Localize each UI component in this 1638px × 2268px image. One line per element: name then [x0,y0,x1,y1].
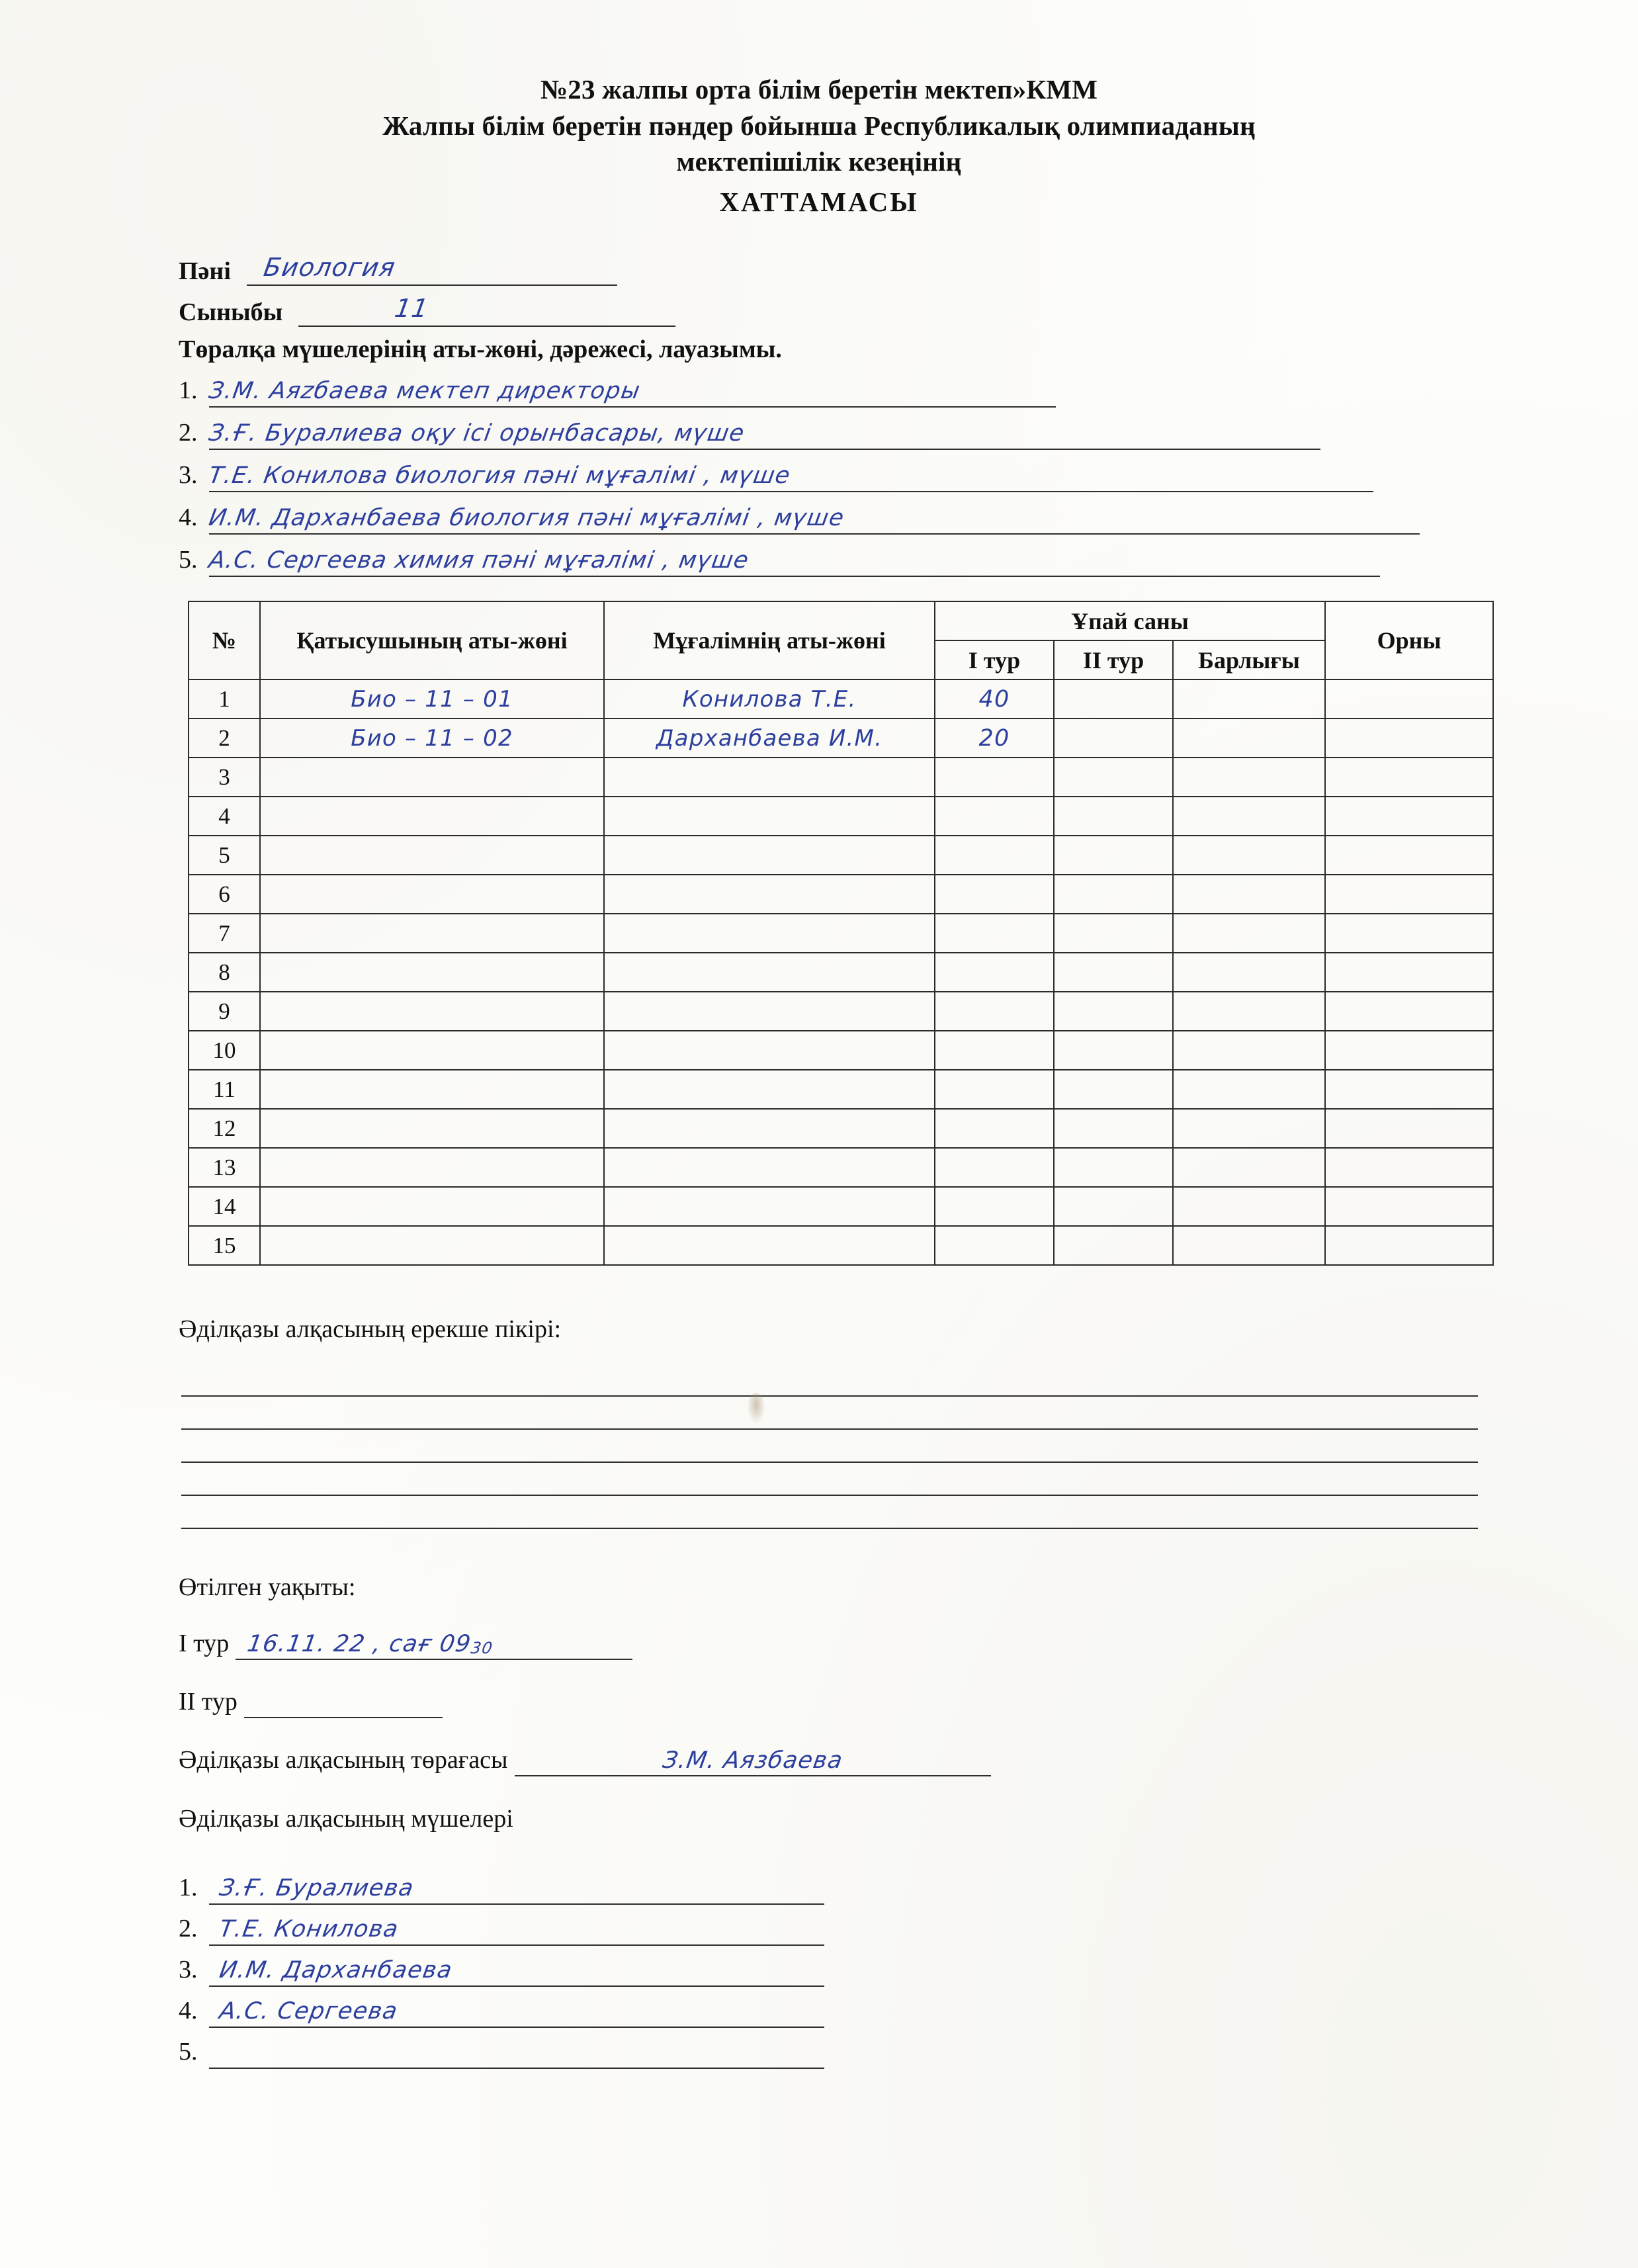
cell-tour1[interactable] [935,758,1054,797]
tour2-time-row [179,1680,1495,1718]
cell-tour1[interactable] [935,679,1054,719]
header-participant: Қатысушының аты-жөні [260,601,604,679]
member-signature-input[interactable] [209,1870,824,1905]
cell-tour2[interactable] [1054,758,1173,797]
cell-no: 7 [189,914,260,953]
cell-participant[interactable] [260,758,604,797]
cell-tour2[interactable] [1054,836,1173,875]
table-row [189,797,1493,836]
cell-total[interactable] [1173,1031,1325,1070]
cell-tour2[interactable] [1054,719,1173,758]
cell-tour2[interactable] [1054,953,1173,992]
cell-no: 3 [189,758,260,797]
opinion-line[interactable] [181,1430,1478,1463]
cell-teacher[interactable] [604,914,935,953]
header-place: Орны [1325,601,1493,679]
cell-tour1[interactable] [935,797,1054,836]
cell-tour1[interactable] [935,1187,1054,1226]
cell-total[interactable] [1173,875,1325,914]
cell-place[interactable] [1325,875,1493,914]
cell-total[interactable] [1173,1187,1325,1226]
cell-total[interactable] [1173,1226,1325,1265]
cell-tour2[interactable] [1054,797,1173,836]
opinion-line[interactable] [181,1463,1478,1496]
cell-tour1[interactable] [935,914,1054,953]
table-row [189,953,1493,992]
chair-label: Әділқазы алқасының төрағасы [179,1746,508,1774]
header-tour1: I тур [935,640,1054,679]
cell-teacher-value: Конилова Т.Е. [682,685,857,713]
cell-no: 15 [189,1226,260,1265]
cell-place[interactable] [1325,719,1493,758]
cell-no: 5 [189,836,260,875]
member-number: 3. [179,1956,198,1984]
cell-place[interactable] [1325,953,1493,992]
member-signature-input[interactable] [209,1993,824,2028]
member-item [179,1946,1495,1987]
cell-teacher[interactable] [604,836,935,875]
cell-participant[interactable] [260,1226,604,1265]
tour1-time-row [179,1622,1495,1660]
cell-tour2[interactable] [1054,1031,1173,1070]
opinion-lines [179,1364,1495,1529]
header-points: Ұпай саны [935,601,1325,640]
cell-place[interactable] [1325,679,1493,719]
chair-signature-row [179,1738,1495,1776]
cell-no: 9 [189,992,260,1031]
header-no: № [189,601,260,679]
jury-item-number: 4. [179,503,198,531]
jury-item-number: 1. [179,376,198,404]
tour1-time-minutes: 30 [469,1639,495,1657]
cell-teacher[interactable] [604,1226,935,1265]
class-input[interactable] [298,296,675,327]
cell-participant[interactable] [260,1070,604,1109]
jury-item-input[interactable] [206,414,1320,450]
cell-no: 10 [189,1031,260,1070]
cell-total[interactable] [1173,914,1325,953]
class-value: 11 [392,294,431,323]
cell-place[interactable] [1325,1148,1493,1187]
cell-tour1[interactable] [935,992,1054,1031]
member-signature-value: Т.Е. Конилова [217,1916,401,1942]
jury-item [179,450,1495,492]
cell-place[interactable] [1325,1187,1493,1226]
document-body [179,245,1495,2069]
cell-participant[interactable] [260,836,604,875]
table-row [189,875,1493,914]
cell-teacher[interactable] [604,719,935,758]
cell-place[interactable] [1325,992,1493,1031]
cell-no: 6 [189,875,260,914]
table-row [189,1109,1493,1148]
table-row [189,1070,1493,1109]
class-label: Сыныбы [179,298,283,326]
cell-tour1[interactable] [935,836,1054,875]
cell-participant[interactable] [260,719,604,758]
jury-item-number: 2. [179,419,198,447]
cell-teacher[interactable] [604,1031,935,1070]
cell-total[interactable] [1173,953,1325,992]
cell-no: 14 [189,1187,260,1226]
jury-item-value: З.М. Аяzбаева мектеп директоры [206,378,642,404]
header-line-2: Жалпы білім беретін пәндер бойынша Республикалық олимпиаданың [382,110,1256,141]
chair-signature-input[interactable] [515,1743,991,1776]
cell-no: 1 [189,679,260,719]
cell-participant[interactable] [260,1031,604,1070]
jury-item [179,492,1495,535]
cell-no: 8 [189,953,260,992]
cell-place[interactable] [1325,1070,1493,1109]
opinion-section [179,1315,1495,1529]
header-teacher: Мұғалімнің аты-жөні [604,601,935,679]
cell-teacher[interactable] [604,953,935,992]
table-row [189,1148,1493,1187]
opinion-label: Әділқазы алқасының ерекше пікірі: [179,1315,562,1343]
header-total: Барлығы [1173,640,1325,679]
member-item [179,1987,1495,2028]
tour1-label: I тур [179,1630,230,1657]
subject-input[interactable] [247,255,617,286]
member-number: 1. [179,1874,198,1901]
opinion-line[interactable] [181,1364,1478,1397]
cell-total[interactable] [1173,836,1325,875]
cell-place[interactable] [1325,1226,1493,1265]
cell-participant[interactable] [260,1187,604,1226]
cell-tour1[interactable] [935,953,1054,992]
jury-item-number: 5. [179,546,198,574]
cell-total[interactable] [1173,679,1325,719]
jury-item [179,365,1495,408]
member-signature-value: И.М. Дарханбаева [217,1957,454,1984]
member-item [179,1905,1495,1946]
header-line-3: мектепішілік кезеңінің [676,146,962,177]
cell-place[interactable] [1325,914,1493,953]
member-signature-value: З.Ғ. Буралиева [217,1875,416,1901]
header-tour2: II тур [1054,640,1173,679]
cell-teacher[interactable] [604,758,935,797]
member-number: 2. [179,1915,198,1942]
cell-teacher[interactable] [604,1187,935,1226]
time-section [179,1573,1495,2069]
cell-participant-value: Био – 11 – 02 [351,724,513,752]
cell-tour2[interactable] [1054,1109,1173,1148]
cell-participant[interactable] [260,1148,604,1187]
cell-total[interactable] [1173,1070,1325,1109]
cell-tour1-value: 40 [978,685,1010,713]
jury-section-title: Төралқа мүшелерінің аты-жөні, дәрежесі, лауазымы. [179,335,782,363]
cell-participant[interactable] [260,1109,604,1148]
cell-tour2[interactable] [1054,1148,1173,1187]
cell-teacher[interactable] [604,679,935,719]
cell-teacher[interactable] [604,992,935,1031]
chair-signature-value: З.М. Аязбаева [660,1747,845,1774]
table-row [189,914,1493,953]
document-header [0,0,1638,220]
cell-tour2[interactable] [1054,1187,1173,1226]
cell-place[interactable] [1325,1031,1493,1070]
opinion-line[interactable] [181,1496,1478,1529]
cell-tour2[interactable] [1054,679,1173,719]
table-body [189,679,1493,1265]
cell-no: 11 [189,1070,260,1109]
cell-no: 4 [189,797,260,836]
results-table [188,601,1494,1266]
cell-tour2[interactable] [1054,992,1173,1031]
subject-label: Пәні [179,257,231,285]
member-item [179,2028,1495,2069]
cell-no: 12 [189,1109,260,1148]
table-row [189,679,1493,719]
jury-item-value: А.С. Сергеева химия пәні мұғалімі , мүше [206,547,752,574]
cell-tour2[interactable] [1054,914,1173,953]
cell-participant[interactable] [260,953,604,992]
jury-item-value: З.Ғ. Буралиева оқу ісі орынбасары, мүше [206,420,747,447]
cell-total[interactable] [1173,719,1325,758]
cell-participant[interactable] [260,797,604,836]
jury-list [179,365,1495,577]
subject-value: Биология [261,253,398,282]
cell-teacher[interactable] [604,1109,935,1148]
cell-tour1[interactable] [935,1148,1054,1187]
cell-no: 2 [189,719,260,758]
jury-item-value: И.М. Дарханбаева биология пәні мұғалімі , мүше [206,505,847,531]
header-line-1: №23 жалпы орта білім беретін мектеп»КММ [540,74,1098,105]
cell-teacher-value: Дарханбаева И.М. [656,724,883,752]
member-signature-input[interactable] [209,1911,824,1946]
jury-item-number: 3. [179,461,198,489]
cell-tour1-value: 20 [978,724,1010,752]
cell-total[interactable] [1173,992,1325,1031]
table-row [189,1226,1493,1265]
member-item [179,1864,1495,1905]
cell-place[interactable] [1325,797,1493,836]
cell-tour2[interactable] [1054,1226,1173,1265]
cell-tour1[interactable] [935,1031,1054,1070]
class-field-row [179,286,1495,327]
jury-item-input[interactable] [206,457,1373,492]
table-row [189,719,1493,758]
cell-place[interactable] [1325,1109,1493,1148]
tour1-time-input[interactable] [236,1627,632,1660]
jury-item-input[interactable] [206,499,1420,535]
opinion-line[interactable] [181,1397,1478,1430]
member-number: 4. [179,1997,198,2025]
table-row [189,1031,1493,1070]
table-row [189,992,1493,1031]
cell-participant[interactable] [260,875,604,914]
cell-teacher[interactable] [604,875,935,914]
jury-item [179,408,1495,450]
cell-tour2[interactable] [1054,875,1173,914]
jury-item [179,535,1495,577]
cell-total[interactable] [1173,1109,1325,1148]
jury-item-input[interactable] [206,372,1056,408]
cell-place[interactable] [1325,836,1493,875]
member-number: 5. [179,2038,198,2066]
cell-participant[interactable] [260,914,604,953]
time-label: Өтілген уақыты: [179,1573,356,1601]
member-signature-input[interactable] [209,2034,824,2069]
cell-tour1[interactable] [935,1226,1054,1265]
member-signature-input[interactable] [209,1952,824,1987]
table-row [189,1187,1493,1226]
cell-teacher[interactable] [604,1148,935,1187]
tour2-time-input[interactable] [244,1685,443,1718]
subject-field-row [179,245,1495,286]
cell-participant[interactable] [260,679,604,719]
jury-item-input[interactable] [206,541,1380,577]
table-row [189,836,1493,875]
cell-total[interactable] [1173,1148,1325,1187]
paper-smudge [748,1393,765,1423]
cell-no: 13 [189,1148,260,1187]
cell-participant[interactable] [260,992,604,1031]
cell-tour1[interactable] [935,719,1054,758]
cell-tour1[interactable] [935,1070,1054,1109]
header-title-protocol: ХАТТАМАСЫ [719,186,919,217]
cell-tour1[interactable] [935,1109,1054,1148]
tour1-time-value: 16.11. 22 , сағ 09 [245,1631,474,1657]
jury-item-value: Т.Е. Конилова биология пәні мұғалімі , мүше [206,462,793,489]
cell-total[interactable] [1173,758,1325,797]
members-title: Әділқазы алқасының мүшелері [179,1805,513,1833]
cell-tour1[interactable] [935,875,1054,914]
cell-tour2[interactable] [1054,1070,1173,1109]
cell-place[interactable] [1325,758,1493,797]
table-header-row [189,601,1493,640]
cell-participant-value: Био – 11 – 01 [351,685,513,713]
cell-teacher[interactable] [604,1070,935,1109]
cell-teacher[interactable] [604,797,935,836]
member-signature-value: А.С. Сергеева [217,1998,400,2025]
members-list [179,1864,1495,2069]
table-row [189,758,1493,797]
tour2-label: II тур [179,1688,237,1716]
cell-total[interactable] [1173,797,1325,836]
